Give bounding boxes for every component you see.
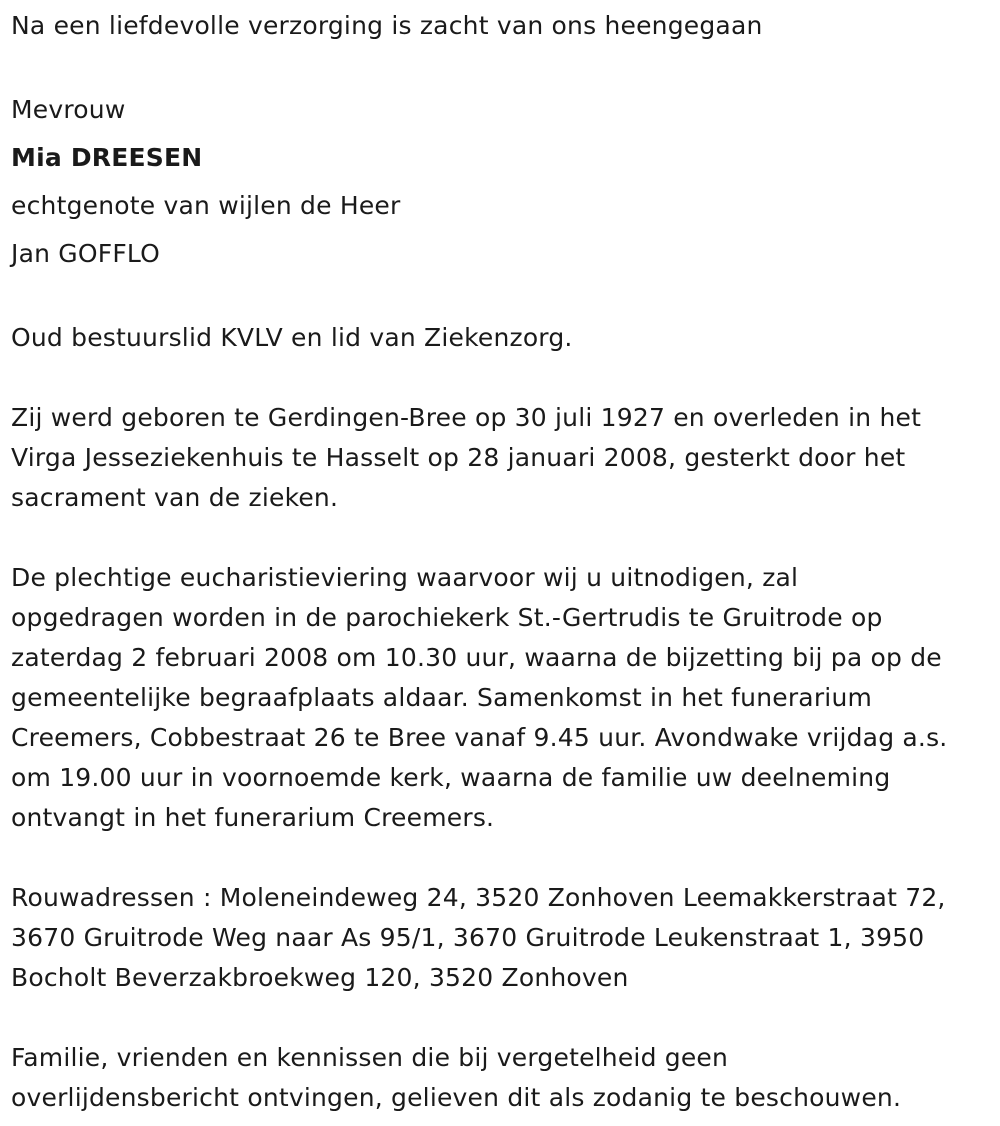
paragraph-line: Bocholt Beverzakbroekweg 120, 3520 Zonhoven [11, 963, 629, 992]
paragraph-line: overlijdensbericht ontvingen, gelieven dit als zodanig te beschouwen. [11, 1083, 902, 1112]
paragraph-line: De plechtige eucharistieviering waarvoor wij u uitnodigen, zal [11, 563, 799, 592]
birth-death-paragraph [11, 398, 996, 518]
closing-paragraph [11, 1038, 996, 1118]
paragraph-line: 3670 Gruitrode Weg naar As 95/1, 3670 Gruitrode Leukenstraat 1, 3950 [11, 923, 925, 952]
paragraph-line: Creemers, Cobbestraat 26 te Bree vanaf 9.45 uur. Avondwake vrijdag a.s. [11, 723, 948, 752]
ceremony-paragraph [11, 558, 996, 838]
spouse-name: Jan GOFFLO [11, 239, 161, 268]
paragraph-line: sacrament van de zieken. [11, 483, 339, 512]
paragraph-line: zaterdag 2 februari 2008 om 10.30 uur, waarna de bijzetting bij pa op de [11, 643, 942, 672]
paragraph-line: om 19.00 uur in voornoemde kerk, waarna de familie uw deelneming [11, 763, 891, 792]
paragraph-line: Rouwadressen : Moleneindeweg 24, 3520 Zonhoven Leemakkerstraat 72, [11, 883, 946, 912]
memberships-paragraph [11, 318, 996, 358]
paragraph-line: Zij werd geboren te Gerdingen-Bree op 30 juli 1927 en overleden in het [11, 403, 922, 432]
salutation: Mevrouw [11, 95, 126, 124]
paragraph-line: Familie, vrienden en kennissen die bij vergetelheid geen [11, 1043, 729, 1072]
memberships-text: Oud bestuurslid KVLV en lid van Ziekenzorg. [11, 323, 573, 352]
addresses-paragraph [11, 878, 996, 998]
paragraph-line: ontvangt in het funerarium Creemers. [11, 803, 495, 832]
intro-text: Na een liefdevolle verzorging is zacht van ons heengegaan [11, 11, 763, 40]
paragraph-line: Virga Jesseziekenhuis te Hasselt op 28 januari 2008, gesterkt door het [11, 443, 906, 472]
paragraph-line: opgedragen worden in de parochiekerk St.-Gertrudis te Gruitrode op [11, 603, 883, 632]
deceased-block [11, 86, 996, 278]
intro-paragraph [11, 6, 996, 46]
relation-text: echtgenote van wijlen de Heer [11, 191, 401, 220]
paragraph-line: gemeentelijke begraafplaats aldaar. Samenkomst in het funerarium [11, 683, 873, 712]
deceased-name: Mia DREESEN [11, 143, 203, 172]
